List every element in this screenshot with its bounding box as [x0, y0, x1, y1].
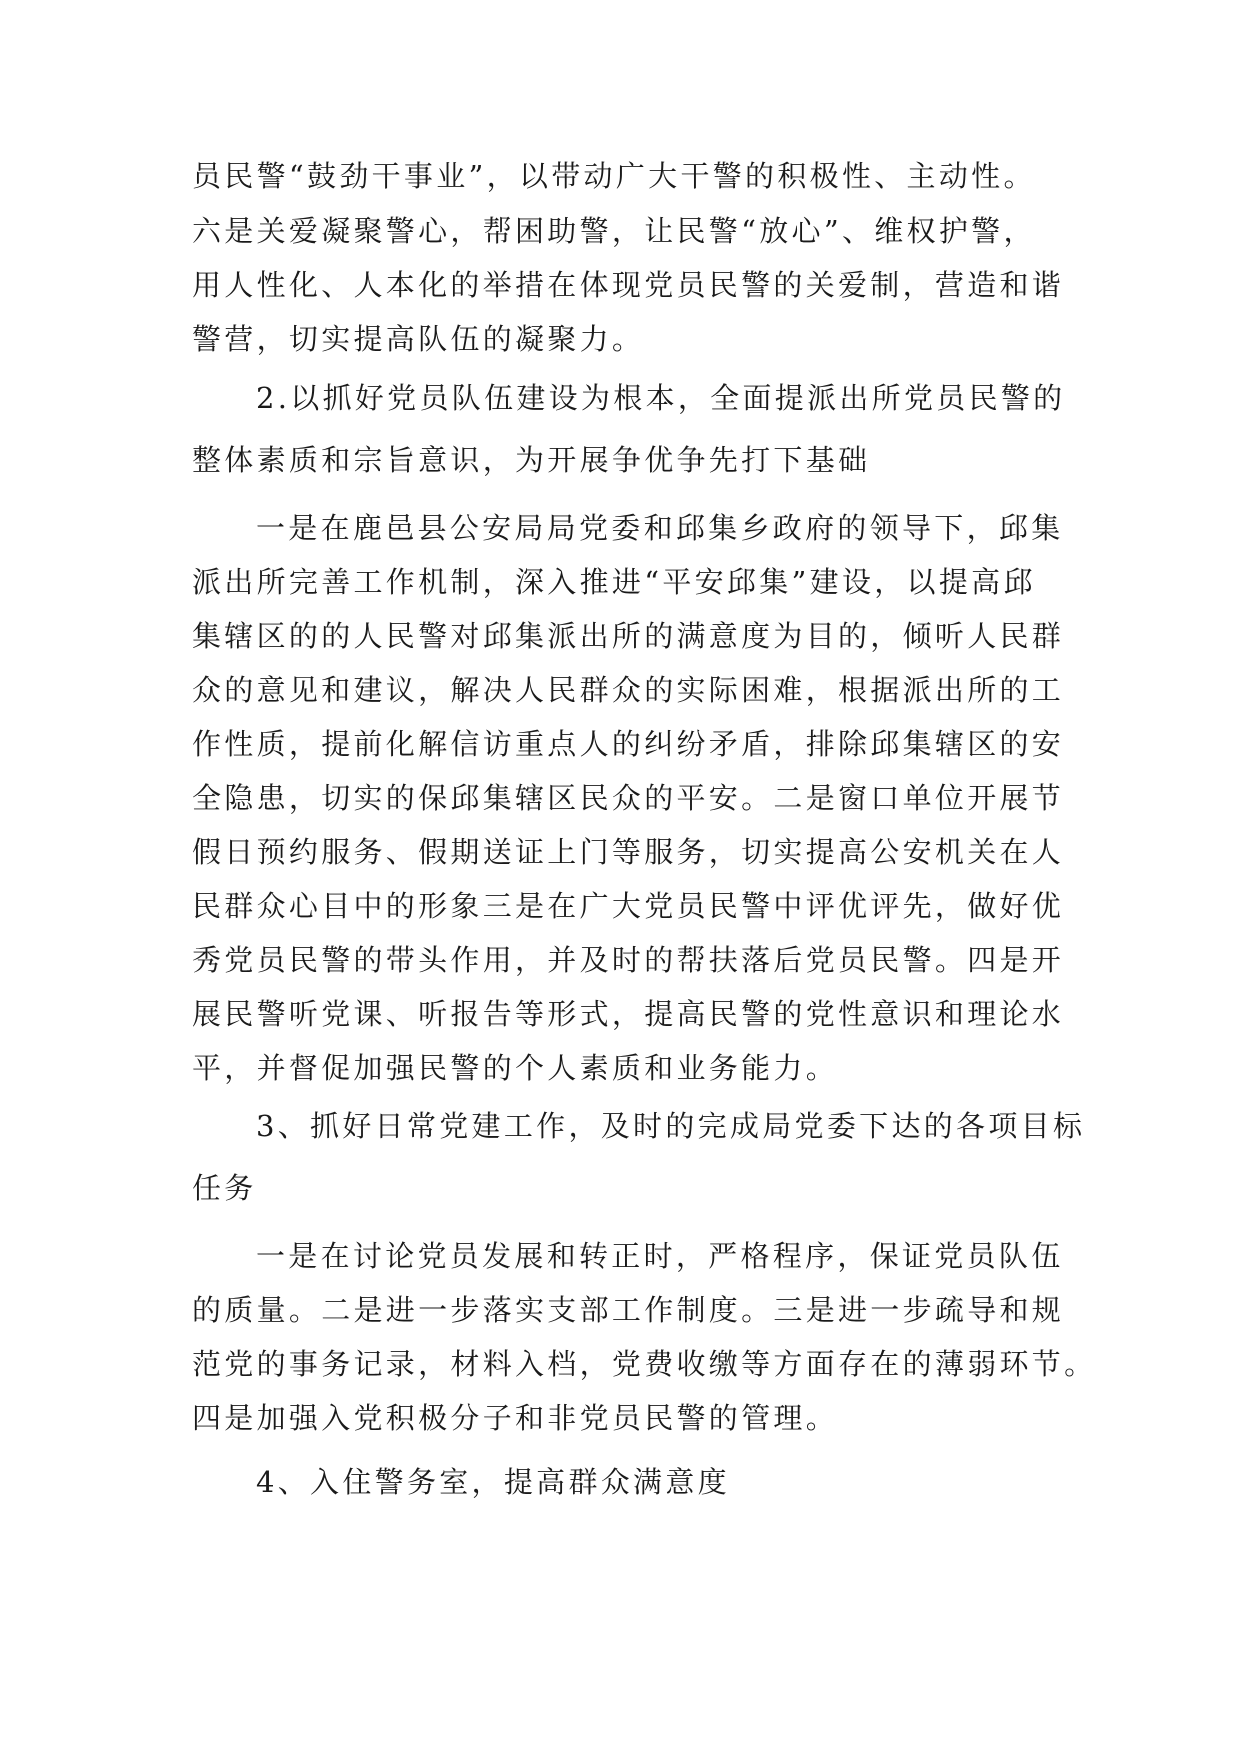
- text-line: 四是加强入党积极分子和非党员民警的管理。: [192, 1401, 839, 1435]
- section-heading-4: 4、入住警务室，提高群众满意度: [256, 1465, 730, 1499]
- text-line: 范党的事务记录，材料入档，党费收缴等方面存在的薄弱环节。: [192, 1347, 1097, 1381]
- section-heading-3-continued: 任务: [192, 1171, 257, 1205]
- section-heading-2: 2.以抓好党员队伍建设为根本，全面提派出所党员民警的: [256, 381, 1066, 415]
- text-line: 民群众心目中的形象三是在广大党员民警中评优评先，做好优: [192, 889, 1065, 923]
- text-line: 一是在讨论党员发展和转正时，严格程序，保证党员队伍: [256, 1239, 1064, 1273]
- text-line: 平，并督促加强民警的个人素质和业务能力。: [192, 1051, 839, 1085]
- text-line: 派出所完善工作机制，深入推进“平安邱集”建设，以提高邱: [192, 565, 1036, 599]
- text-line: 作性质，提前化解信访重点人的纠纷矛盾，排除邱集辖区的安: [192, 727, 1065, 761]
- text-line: 员民警“鼓劲干事业”，以带动广大干警的积极性、主动性。: [192, 159, 1036, 193]
- text-line: 用人性化、人本化的举措在体现党员民警的关爱制，营造和谐: [192, 268, 1065, 302]
- section-heading-3: 3、抓好日常党建工作，及时的完成局党委下达的各项目标: [256, 1109, 1086, 1143]
- text-line: 的质量。二是进一步落实支部工作制度。三是进一步疏导和规: [192, 1293, 1065, 1327]
- text-line: 秀党员民警的带头作用，并及时的帮扶落后党员民警。四是开: [192, 943, 1065, 977]
- text-line: 警营，切实提高队伍的凝聚力。: [192, 322, 645, 356]
- text-line: 展民警听党课、听报告等形式，提高民警的党性意识和理论水: [192, 997, 1065, 1031]
- text-line: 集辖区的的人民警对邱集派出所的满意度为目的，倾听人民群: [192, 619, 1065, 653]
- text-line: 一是在鹿邑县公安局局党委和邱集乡政府的领导下，邱集: [256, 511, 1064, 545]
- text-line: 众的意见和建议，解决人民群众的实际困难，根据派出所的工: [192, 673, 1065, 707]
- text-line: 全隐患，切实的保邱集辖区民众的平安。二是窗口单位开展节: [192, 781, 1065, 815]
- section-heading-2-continued: 整体素质和宗旨意识，为开展争优争先打下基础: [192, 443, 871, 477]
- text-line: 假日预约服务、假期送证上门等服务，切实提高公安机关在人: [192, 835, 1065, 869]
- text-line: 六是关爱凝聚警心，帮困助警，让民警“放心”、维权护警，: [192, 214, 1036, 248]
